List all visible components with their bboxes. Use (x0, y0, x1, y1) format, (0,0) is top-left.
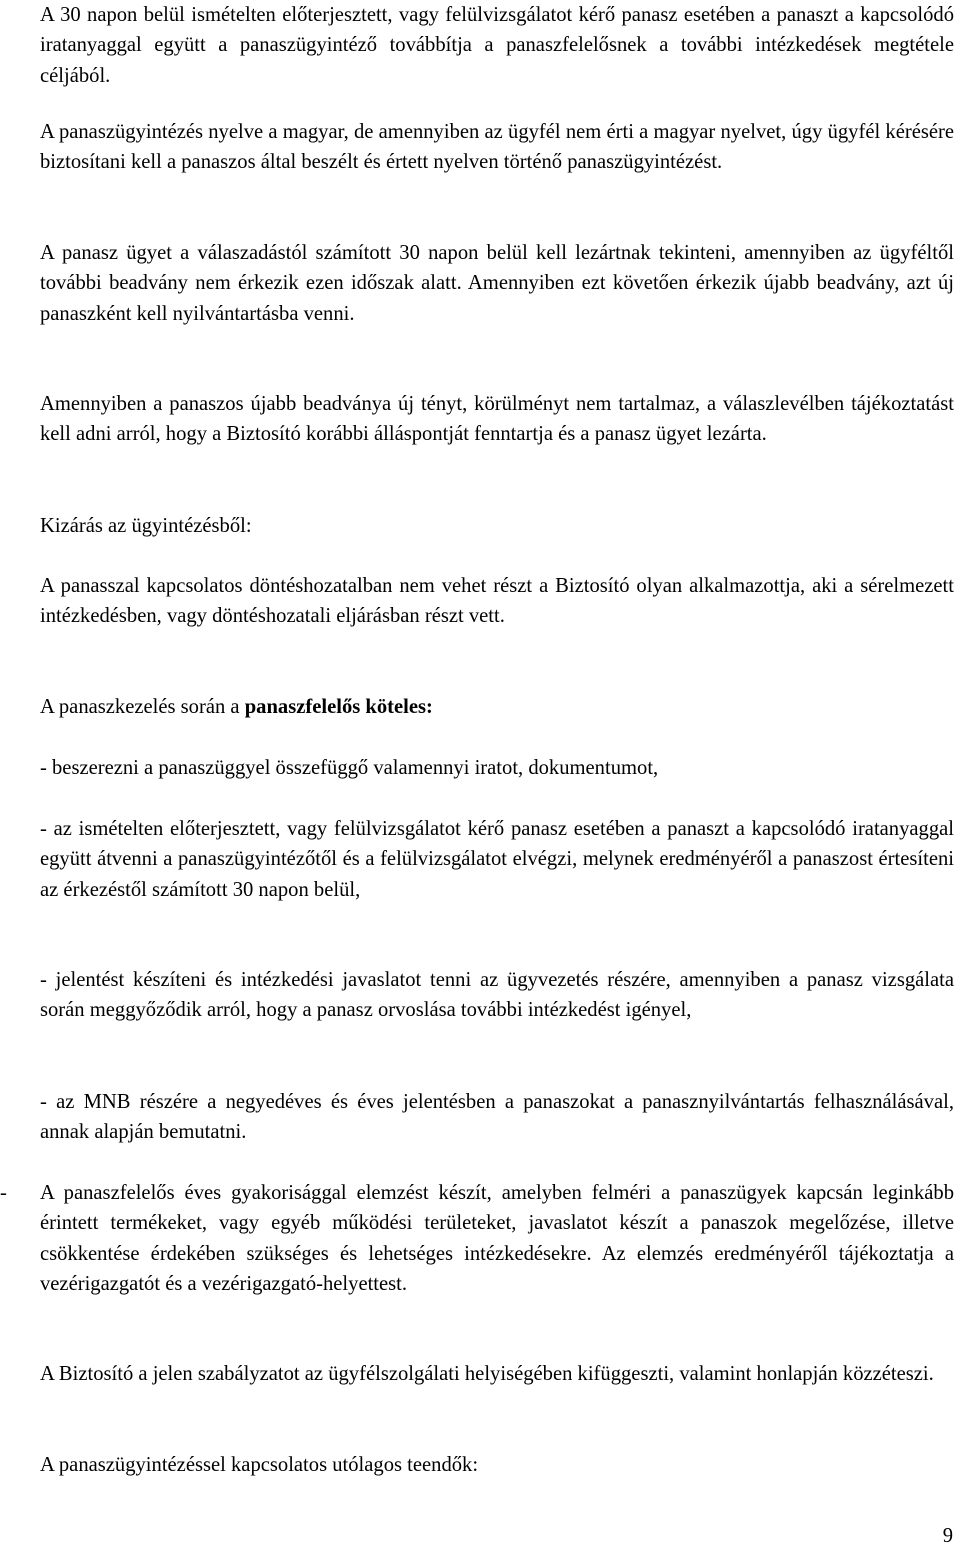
duties-bold: panaszfelelős köteles: (244, 696, 433, 718)
paragraph-language: A panaszügyintézés nyelve a magyar, de amennyiben az ügyfél nem érti a magyar nyelvet, úgy ügyfél kérésére biztosítani kell a panaszos által beszélt és értett nyelven történő panaszügyintézést. (40, 121, 954, 174)
paragraph-closing: A panasz ügyet a válaszadástól számított 30 napon belül kell lezártnak tekinteni, amennyiben az ügyféltől további beadvány nem érkezik ezen időszak alatt. Amennyiben ezt követően érkezik újabb beadvány, azt új panaszként kell nyilvántartásba venni. (40, 242, 954, 325)
heading-duties (40, 692, 954, 722)
paragraph-analysis: A panaszfelelős éves gyakorisággal elemzést készít, amelyben felméri a panaszügyek kapcsán leginkább érintett termékeket, vagy egyéb működési területeket, javaslatot készít a panaszok megelőzése, illetve csökkentése érdekében szükséges és lehetséges intézkedésekre. Az elemzés eredményéről tájékoztatja a vezérigazgatót és a vezérigazgató-helyettest. (40, 1182, 954, 1295)
duty-item-2: - az ismételten előterjesztett, vagy felülvizsgálatot kérő panasz esetében a panaszt a kapcsolódó iratanyaggal együtt átvenni a panaszügyintézőtől és a felülvizsgálatot elvégzi, melynek eredményéről a panaszost értesíteni az érkezéstől számított 30 napon belül, (40, 818, 954, 901)
paragraph-new-submission: Amennyiben a panaszos újabb beadványa új tényt, körülményt nem tartalmaz, a válaszlevélben tájékoztatást kell adni arról, hogy a Biztosító korábbi álláspontját fenntartja és a panasz ügyet lezárta. (40, 393, 954, 446)
duty-item-3: - jelentést készíteni és intézkedési javaslatot tenni az ügyvezetés részére, amennyiben a panasz vizsgálata során meggyőződik arról, hogy a panasz orvoslása további intézkedést igényel, (40, 969, 954, 1022)
paragraph-forwarding: A 30 napon belül ismételten előterjesztett, vagy felülvizsgálatot kérő panasz esetében a panaszt a kapcsolódó iratanyaggal együtt a panaszügyintéző továbbítja a panaszfelelősnek a további intézkedések megtétele céljából. (40, 4, 954, 87)
duty-item-4: - az MNB részére a negyedéves és éves jelentésben a panaszokat a panasznyilvántartás felhasználásával, annak alapján bemutatni. (40, 1091, 954, 1144)
duty-item-1: - beszerezni a panaszüggyel összefüggő valamennyi iratot, dokumentumot, (40, 757, 659, 779)
paragraph-exclusion: A panasszal kapcsolatos döntéshozatalban nem vehet részt a Biztosító olyan alkalmazottja, aki a sérelmezett intézkedésben, vagy döntéshozatali eljárásban részt vett. (40, 575, 954, 628)
paragraph-followup: A panaszügyintézéssel kapcsolatos utólagos teendők: (40, 1454, 479, 1476)
paragraph-publication: A Biztosító a jelen szabályzatot az ügyfélszolgálati helyiségében kifüggeszti, valamint honlapján közzéteszi. (40, 1363, 934, 1385)
page-number: 9 (942, 1525, 953, 1547)
list-dash: - (0, 1182, 7, 1204)
duties-intro: A panaszkezelés során a (40, 696, 245, 718)
heading-exclusion: Kizárás az ügyintézésből: (40, 515, 252, 537)
